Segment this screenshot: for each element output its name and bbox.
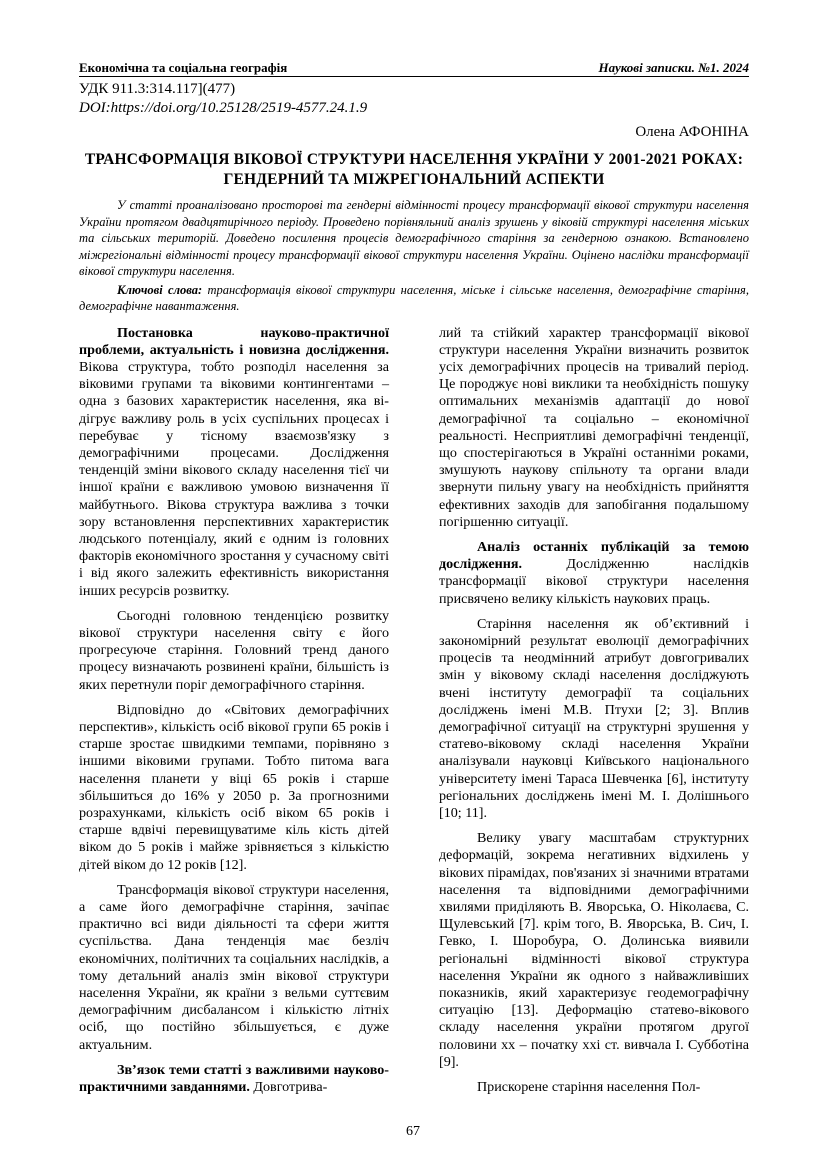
author: Олена АФОНІНА xyxy=(635,124,749,140)
paper-page xyxy=(79,60,749,1096)
running-header xyxy=(79,60,749,77)
abstract: У статті проаналізовано просторові та гендерні відмінності процесу трансформації вікової структури населення України протягом двадцятирічного періоду. Проведено порівняльний аналіз зрушень у віковій структурі населення міських та сільських територій. Доведено посилення процесів демографічного старіння за гендерною ознакою. Встановлено міжрегіональні відмінності процесу трансформації вікової структури населення України. Оцінено наслідки трансформації вікової структури населення. xyxy=(79,198,749,278)
paragraph xyxy=(79,325,389,600)
keywords-label: Ключові слова: xyxy=(117,282,203,297)
paragraph xyxy=(79,1062,389,1096)
body-columns xyxy=(79,325,749,1097)
doi: DOI:https://doi.org/10.25128/2519-4577.24.1.9 xyxy=(79,100,368,116)
paper-title: ТРАНСФОРМАЦІЯ ВІКОВОЇ СТРУКТУРИ НАСЕЛЕННЯ УКРАЇНИ У 2001-2021 РОКАХ: ГЕНДЕРНИЙ ТА МІЖРЕГІОНАЛЬНИЙ АСПЕКТИ xyxy=(84,151,744,188)
section-heading: Зв’язок теми статті з важливими науково-практичними завданнями. xyxy=(79,1061,389,1096)
paragraph: Трансформація вікової структури населення, а саме його демографічне старіння, зачіпає практично всі види діяльності та сфери життя суспільства. Дана тенденція має безліч економічних, політичних та соціальних наслідків, а тому детальний аналіз змін вікової структури населення України, як країни з вельми суттєвим демографічним дисбалансом і кількістю літніх осіб, що постійно збільшується, є дуже актуальним. xyxy=(79,881,389,1053)
paragraph-text: Дослідженню наслідків трансформації вікової структури населення присвячено велику кількість наукових праць. xyxy=(439,556,749,607)
paragraph: Сьогодні головною тенденцією розвитку вікової структури населення світу є його прогресуюче старіння. Головний тренд даного процесу визначають розвинені країни, більшість із яких перетнули поріг демографічного старіння. xyxy=(79,607,389,693)
section-heading: Постановка науково-практичної проблеми, актуальність і новизна дослідження. xyxy=(79,324,389,358)
header-journal: Наукові записки. №1. 2024 xyxy=(598,60,749,75)
keywords-text: трансформація вікової структури населення, міське і сільське населення, демографічне старіння, демографічне навантаження. xyxy=(79,282,749,313)
left-column xyxy=(79,325,389,1097)
udc-code: УДК 911.3:314.117](477) xyxy=(79,81,236,97)
paragraph: Велику увагу масштабам структурних деформацій, зокрема негативних відхилень у вікових пірамідах, пов'язаних зі значними втратами населення та відповідними демографічними хвилями приділяють В. Яворська, О. Ніколаєва, С. Щулевський [7]. крім того, В. Яворська, В. Сич, І. Гевко, І. Шоробура, О. Долинська виявили регіональні відмінності вікової структура населення України як одного з найважливіших показників, який характеризує геодемографічну ситуацію [13]. Деформацію статево-вікового складу населення україни протягом другої половини хх – початку ххі ст. вивчала І. Субботіна [9]. xyxy=(439,830,749,1070)
section-heading: Аналіз останніх публікацій за темою дослідження. xyxy=(439,538,749,573)
header-section: Економічна та соціальна географія xyxy=(79,60,288,75)
right-column xyxy=(439,325,749,1097)
paragraph: Прискорене старіння населення Пол- xyxy=(477,1079,701,1096)
keywords xyxy=(79,282,749,315)
paragraph-text: Вікова структура, тобто розподіл населення за віковими групами та віковими контингентами – одна з базових характеристик населення, яка ві-дігрує важливу роль в усіх суспільних процесах і перебуває у тісному взаємозв'язку з демографічними процесами. Дослідження тенденцій зміни вікового складу населення тієї чи іншої країни є важливою умовою визначення її майбутнього. Вікова структура важлива з точки зору встановлення перспективних характеристик людського потенціалу, який є одним із головних факторів економічного зростання у сучасному світі і від якого залежить ефективність використання інших ресурсів розвитку. xyxy=(79,358,389,599)
page-number: 67 xyxy=(406,1124,420,1139)
paragraph: Відповідно до «Світових демографічних перспектив», кількість осіб вікової групи 65 років і старше зростає швидкими темпами, порівняно з іншими віковими групами. Тобто питома вага населення планети у віці 65 років і старше збільшиться до 16% у 2050 р. За прогнозними розрахунками, кількість осіб віком 65 років і старше вдвічі перевищуватиме кіль кість дітей віком до 5 років і майже зрівняється з кількістю дітей віком до 12 років [12]. xyxy=(79,701,389,873)
paragraph xyxy=(439,539,749,608)
paragraph-text: Довготрива- xyxy=(249,1079,328,1096)
paragraph: Старіння населення як об’єктивний і закономірний результат еволюції демографічних процесів та неодмінний атрибут довгогривалих змін у віковому складі населення досліджують вчені інституту демографії та соціальних досліджень імені М.В. Птухи [2; 3]. Вплив демографічної ситуації на структурні зрушення у статево-віковому складі населення України аналізували науковці Київського національного університету імені Тараса Шевченка [6], інституту регіональних досліджень імені М. І. Долішнього [10; 11]. xyxy=(439,615,749,821)
paragraph: лий та стійкий характер трансформації вікової структури населення України визначить розвиток усіх демографічних процесів на тривалий період. Це породжує нові виклики та необхідність пошуку оптимальних механізмів адаптації до нової демографічної та соціально – економічної реальності. Несприятливі демографічні тенденції, що спостерігаються в Україні останніми роками, змушують наукову спільноту та органи влади звернути пильну увагу на необхідність прийняття ефективних заходів для запобігання подальшому погіршенню ситуації. xyxy=(439,324,749,530)
